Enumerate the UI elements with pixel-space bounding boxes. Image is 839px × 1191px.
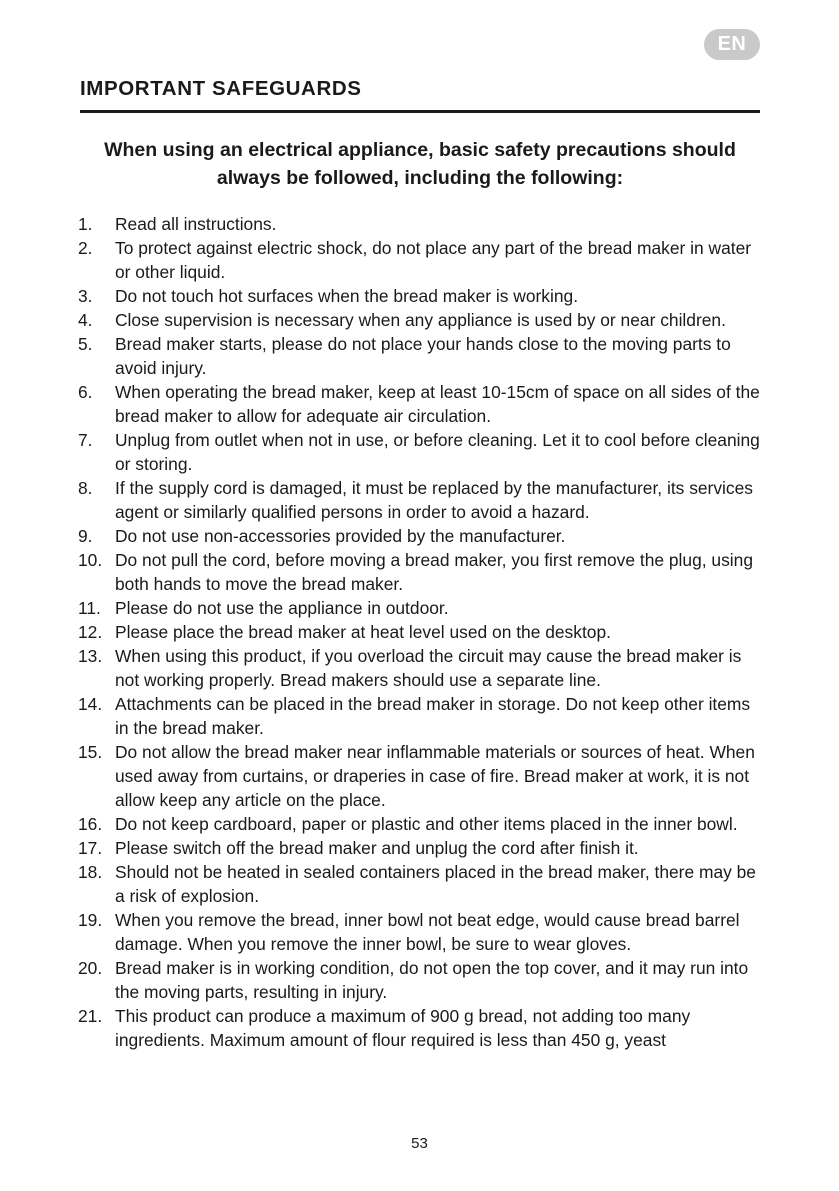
item-text: To protect against electric shock, do not place any part of the bread maker in water or other liquid. [115, 238, 752, 282]
list-item [78, 644, 768, 692]
item-text: If the supply cord is damaged, it must be replaced by the manufacturer, its services agent or similarly qualified persons in order to avoid a hazard. [115, 478, 753, 522]
list-item [78, 596, 768, 620]
list-item [78, 308, 768, 332]
item-text: Do not keep cardboard, paper or plastic and other items placed in the inner bowl. [115, 814, 738, 834]
list-item [78, 1004, 768, 1052]
list-item [78, 476, 768, 524]
list-item [78, 212, 768, 236]
item-number: 6. [78, 382, 93, 402]
safeguards-list [78, 212, 768, 1052]
list-item [78, 428, 768, 476]
list-item [78, 524, 768, 548]
item-number: 20. [78, 958, 103, 978]
list-item [78, 860, 768, 908]
item-number: 19. [78, 910, 103, 930]
item-number: 14. [78, 694, 103, 714]
item-text: Do not touch hot surfaces when the bread maker is working. [115, 286, 579, 306]
item-text: This product can produce a maximum of 900 g bread, not adding too many ingredients. Maximum amount of flour required is less than 450 g, yeast [115, 1006, 691, 1050]
item-number: 4. [78, 310, 93, 330]
item-number: 15. [78, 742, 103, 762]
item-number: 16. [78, 814, 103, 834]
title-divider [80, 110, 760, 113]
item-text: When you remove the bread, inner bowl not beat edge, would cause bread barrel damage. When you remove the inner bowl, be sure to wear gloves. [115, 910, 740, 954]
section-title: IMPORTANT SAFEGUARDS [80, 77, 362, 100]
item-number: 5. [78, 334, 93, 354]
language-badge: EN [704, 29, 760, 60]
list-item [78, 908, 768, 956]
item-number: 18. [78, 862, 103, 882]
page-number: 53 [411, 1135, 428, 1152]
list-item [78, 740, 768, 812]
list-item [78, 548, 768, 596]
item-text: Attachments can be placed in the bread maker in storage. Do not keep other items in the bread maker. [115, 694, 751, 738]
list-item [78, 236, 768, 284]
intro-statement: When using an electrical appliance, basic safety precautions should always be followed, including the following: [104, 139, 736, 189]
list-item [78, 692, 768, 740]
item-text: Please do not use the appliance in outdoor. [115, 598, 449, 618]
list-item [78, 284, 768, 308]
item-number: 10. [78, 550, 103, 570]
item-number: 2. [78, 238, 93, 258]
item-number: 11. [78, 598, 101, 618]
item-number: 8. [78, 478, 93, 498]
item-number: 13. [78, 646, 103, 666]
item-number: 17. [78, 838, 103, 858]
item-text: Do not allow the bread maker near inflammable materials or sources of heat. When used away from curtains, or draperies in case of fire. Bread maker at work, it is not allow keep any article on the place. [115, 742, 755, 810]
item-text: When using this product, if you overload the circuit may cause the bread maker is not working properly. Bread makers should use a separate line. [115, 646, 742, 690]
item-text: Unplug from outlet when not in use, or before cleaning. Let it to cool before cleaning or storing. [115, 430, 760, 474]
list-item [78, 620, 768, 644]
item-number: 3. [78, 286, 93, 306]
item-text: Bread maker starts, please do not place your hands close to the moving parts to avoid injury. [115, 334, 731, 378]
item-text: Bread maker is in working condition, do not open the top cover, and it may run into the moving parts, resulting in injury. [115, 958, 749, 1002]
list-item [78, 812, 768, 836]
item-number: 7. [78, 430, 93, 450]
list-item [78, 836, 768, 860]
item-number: 12. [78, 622, 103, 642]
item-text: When operating the bread maker, keep at least 10-15cm of space on all sides of the bread maker to allow for adequate air circulation. [115, 382, 760, 426]
item-text: Do not use non-accessories provided by the manufacturer. [115, 526, 566, 546]
item-number: 1. [78, 214, 93, 234]
item-text: Please place the bread maker at heat level used on the desktop. [115, 622, 611, 642]
item-text: Do not pull the cord, before moving a bread maker, you first remove the plug, using both hands to move the bread maker. [115, 550, 754, 594]
list-item [78, 956, 768, 1004]
item-text: Please switch off the bread maker and unplug the cord after finish it. [115, 838, 639, 858]
list-item [78, 332, 768, 380]
item-text: Close supervision is necessary when any appliance is used by or near children. [115, 310, 726, 330]
item-text: Read all instructions. [115, 214, 277, 234]
item-number: 21. [78, 1006, 103, 1026]
list-item [78, 380, 768, 428]
item-number: 9. [78, 526, 93, 546]
item-text: Should not be heated in sealed containers placed in the bread maker, there may be a risk of explosion. [115, 862, 756, 906]
